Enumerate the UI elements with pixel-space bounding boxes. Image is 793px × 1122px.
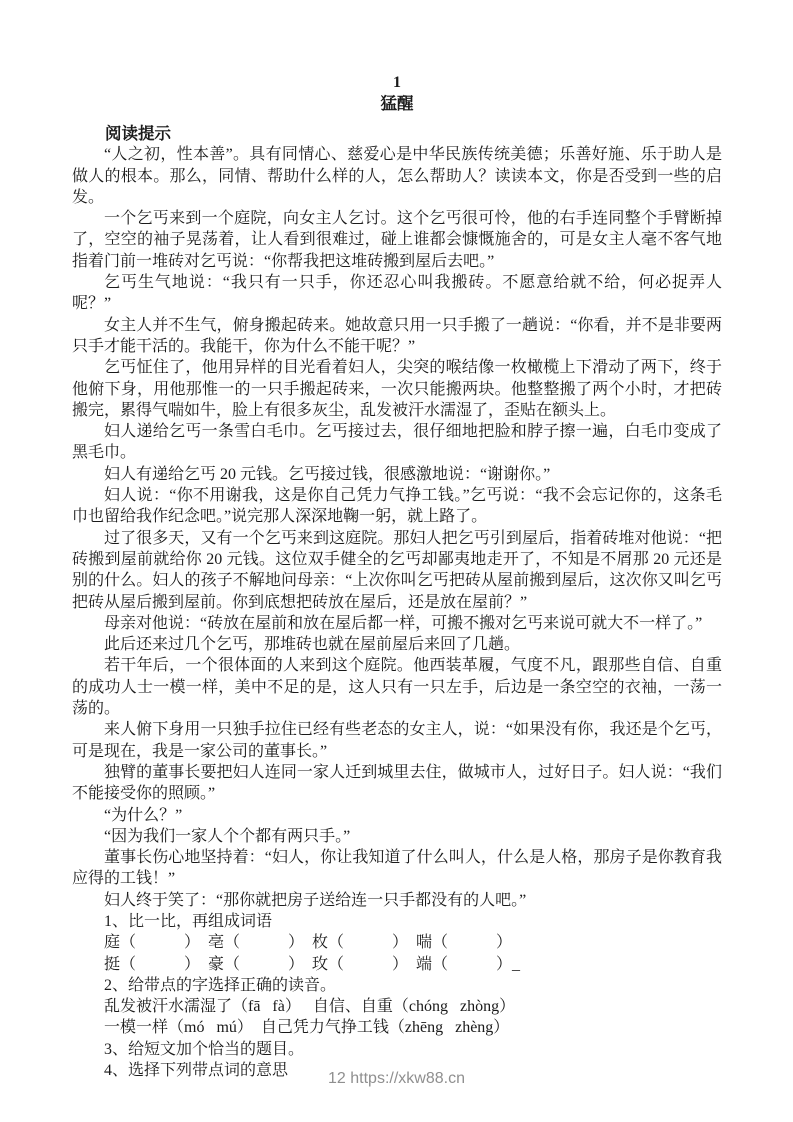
story-paragraph-18: 妇人终于笑了：“那你就把房子送给连一只手都没有的人吧。” — [104, 891, 527, 909]
exercise-2-pinyin-line-1: 乱发被汗水濡湿了（fā fà） 自信、自重（chóng zhòng） — [104, 998, 516, 1016]
story-paragraph-15: “为什么？” — [104, 806, 183, 824]
story-paragraph-17: 董事长伤心地坚持着：“妇人，你让我知道了什么叫人，什么是人格，那房子是你教育我应得的工钱！” — [72, 849, 722, 888]
story-paragraph-7: 妇人有递给乞丐 20 元钱。乞丐接过钱，很感激地说：“谢谢你。” — [104, 465, 551, 483]
exercise-1-word-row-1: 庭（ ） 亳（ ） 枚（ ） 喘（ ） — [104, 934, 513, 952]
document-content — [72, 72, 722, 1081]
story-paragraph-14: 独臂的董事长要把妇人连同一家人迁到城里去住，做城市人，过好日子。妇人说：“我们不能接受你的照顾。” — [72, 763, 722, 803]
section-heading: 阅读提示 — [105, 124, 171, 143]
story-paragraph-12: 若干年后，一个很体面的人来到这个庭院。他西装革履，气度不凡，跟那些自信、自重的成功人士一模一样，美中不足的是，这人只有一只左手，后边是一条空空的衣袖，一荡一荡的。 — [72, 657, 722, 718]
footer-page-number: 12 — [328, 1070, 346, 1087]
page-footer — [0, 1070, 793, 1088]
story-paragraph-11: 此后还来过几个乞丐，那堆砖也就在屋前屋后来回了几趟。 — [104, 636, 521, 654]
exercise-3-label: 3、给短文加个恰当的题目。 — [104, 1040, 305, 1058]
exercise-2-label: 2、给带点的字选择正确的读音。 — [104, 976, 337, 994]
story-paragraph-8: 妇人说：“你不用谢我，这是你自己凭力气挣工钱。”乞丐说：“我不会忘记你的，这条毛巾也留给我作纪念吧。”说完那人深深地鞠一躬，就上路了。 — [72, 487, 722, 526]
story-paragraph-9: 过了很多天，又有一个乞丐来到这庭院。那妇人把乞丐引到屋后，指着砖堆对他说：“把砖搬到屋前就给你 20 元钱。这位双手健全的乞丐却鄙夷地走开了，不知是不屑那 20 元还是别的什么。妇人的孩子不解地问母亲：“上次你叫乞丐把砖从屋前搬到屋后，这次你又叫乞丐把砖从屋后搬到屋前。你到底想把砖放在屋后，还是放在屋前？” — [72, 529, 722, 611]
story-paragraph-4: 女主人并不生气，俯身搬起砖来。她故意只用一只手搬了一趟说：“你看，并不是非要两只手才能干活的。我能干，你为什么不能干呢？” — [72, 316, 722, 355]
story-paragraph-10: 母亲对他说：“砖放在屋前和放在屋后都一样，可搬不搬对乞丐来说可就大不一样了。” — [104, 614, 703, 632]
footer-url: https://xkw88.cn — [350, 1070, 465, 1087]
story-paragraph-5: 乞丐怔住了，他用异样的目光看着妇人，尖突的喉结像一枚橄榄上下滑动了两下，终于他俯下身，用他那惟一的一只手搬起砖来，一次只能搬两块。他整整搬了两个小时，才把砖搬完，累得气喘如牛，脸上有很多灰尘，乱发被汗水濡湿了，歪贴在额头上。 — [72, 359, 722, 419]
exercise-1-label: 1、比一比，再组成词语 — [104, 912, 273, 930]
lesson-number: 1 — [393, 74, 401, 91]
exercise-2-pinyin-line-2: 一模一样（mó mú） 自己凭力气挣工钱（zhēng zhèng） — [104, 1019, 510, 1037]
story-paragraph-2: 一个乞丐来到一个庭院，向女主人乞讨。这个乞丐很可怜，他的右手连同整个手臂断掉了，空空的袖子晃荡着，让人看到很难过，碰上谁都会慷慨施舍的，可是女主人毫不客气地指着门前一堆砖对乞丐说：“你帮我把这堆砖搬到屋后去吧。” — [72, 210, 722, 270]
exercise-1-word-row-2: 挺（ ） 豪（ ） 玫（ ） 端（ ）_ — [104, 955, 521, 973]
exercise-4-label: 4、选择下列带点词的意思 — [104, 1062, 289, 1080]
story-paragraph-13: 来人俯下身用一只独手拉住已经有些老态的女主人，说：“如果没有你，我还是个乞丐，可是现在，我是一家公司的董事长。” — [72, 721, 722, 760]
document-title: 猛醒 — [380, 94, 414, 113]
story-paragraph-3: 乞丐生气地说：“我只有一只手，你还忍心叫我搬砖。不愿意给就不给，何必捉弄人呢？” — [72, 274, 722, 313]
story-paragraph-6: 妇人递给乞丐一条雪白毛巾。乞丐接过去，很仔细地把脸和脖子擦一遍，白毛巾变成了黑毛巾。 — [72, 423, 722, 462]
story-paragraph-1: “人之初，性本善”。具有同情心、慈爱心是中华民族传统美德；乐善好施、乐于助人是做人的根本。那么，同情、帮助什么样的人，怎么帮助人？读读本文，你是否受到一些的启发。 — [72, 146, 722, 206]
story-paragraph-16: “因为我们一家人个个都有两只手。” — [104, 827, 351, 845]
